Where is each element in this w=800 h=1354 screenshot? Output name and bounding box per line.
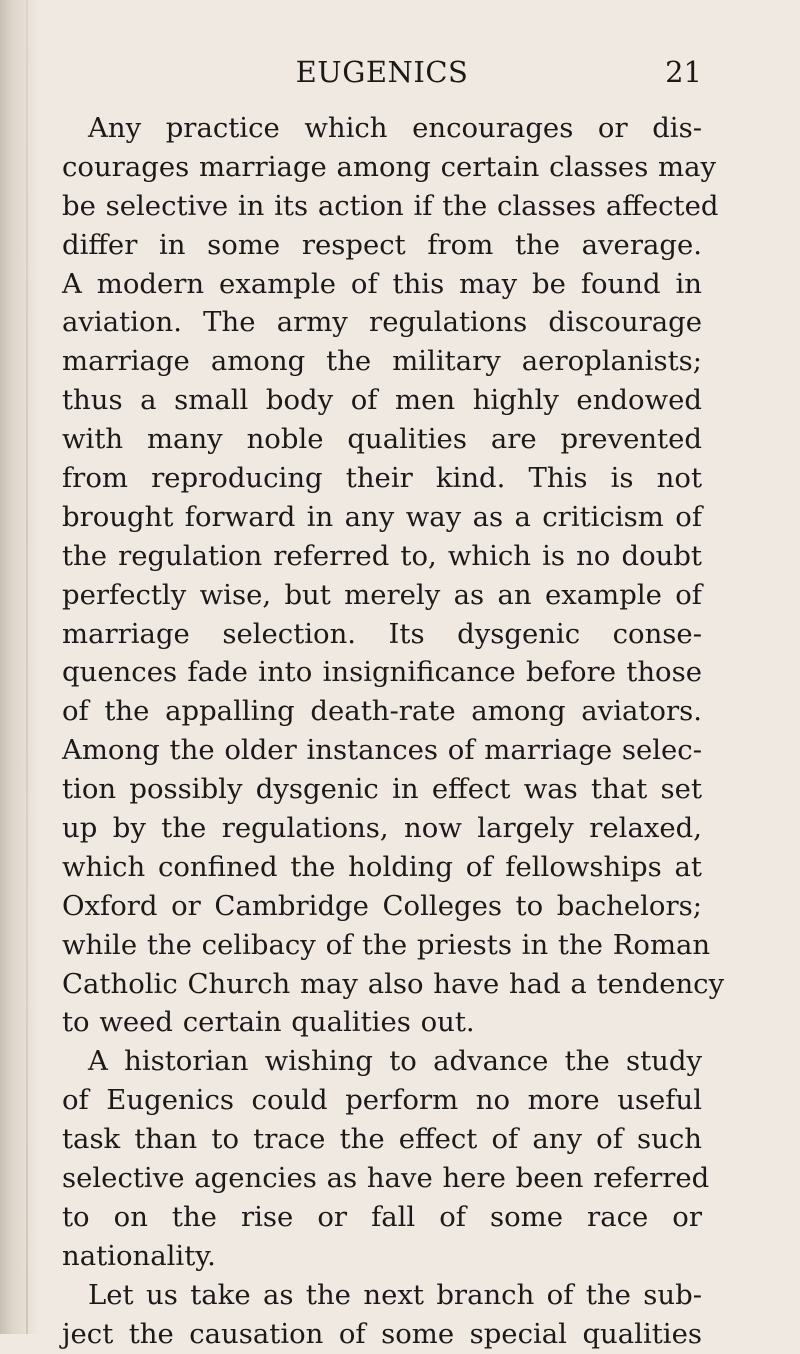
text-line: which confined the holding of fellowships at [62, 850, 702, 883]
text-line: quences fade into insignificance before those [62, 656, 702, 689]
text-line: to weed certain qualities out. [62, 1006, 475, 1039]
text-line: A historian wishing to advance the study [88, 1045, 702, 1078]
text-line: while the celibacy of the priests in the Roman [62, 928, 711, 961]
text-line: selective agencies as have here been referred [62, 1162, 710, 1195]
body-text [62, 109, 725, 1354]
text-line: of the appalling death-rate among aviators. [62, 695, 702, 728]
text-line: be selective in its action if the classes affected [62, 189, 719, 222]
text-line: perfectly wise, but merely as an example of [62, 578, 702, 611]
text-line: up by the regulations, now largely relaxed, [62, 812, 702, 845]
text-line: brought forward in any way as a criticism of [62, 500, 702, 533]
text-line: the regulation referred to, which is no doubt [62, 539, 702, 572]
text-line: marriage selection. Its dysgenic conse- [62, 617, 702, 650]
text-line: thus a small body of men highly endowed [62, 384, 702, 417]
text-line: aviation. The army regulations discourage [62, 306, 702, 339]
text-line: Catholic Church may also have had a tendency [62, 967, 725, 1000]
text-line: tion possibly dysgenic in effect was that set [62, 773, 702, 806]
binding-edge [26, 0, 28, 1334]
page-gutter-shadow [0, 0, 40, 1334]
text-line: A modern example of this may be found in [62, 267, 702, 300]
text-line: Among the older instances of marriage selec- [62, 734, 702, 767]
text-line: marriage among the military aeroplanists; [62, 345, 702, 378]
page-header [62, 50, 702, 94]
text-line: differ in some respect from the average. [62, 228, 702, 261]
text-line: with many noble qualities are prevented [62, 423, 702, 456]
text-line: Oxford or Cambridge Colleges to bachelors; [62, 889, 702, 922]
running-title: EUGENICS [295, 55, 469, 89]
text-line: Let us take as the next branch of the sub- [88, 1278, 702, 1311]
text-line: of Eugenics could perform no more useful [62, 1084, 702, 1117]
text-line: task than to trace the effect of any of such [62, 1123, 702, 1156]
text-line: from reproducing their kind. This is not [62, 462, 702, 495]
page-number: 21 [665, 55, 702, 89]
text-line: ject the causation of some special qualities [62, 1317, 702, 1350]
text-line: courages marriage among certain classes may [62, 150, 717, 183]
text-line: nationality. [62, 1239, 216, 1272]
text-line: to on the rise or fall of some race or [62, 1200, 702, 1233]
text-line: Any practice which encourages or dis- [88, 112, 702, 144]
